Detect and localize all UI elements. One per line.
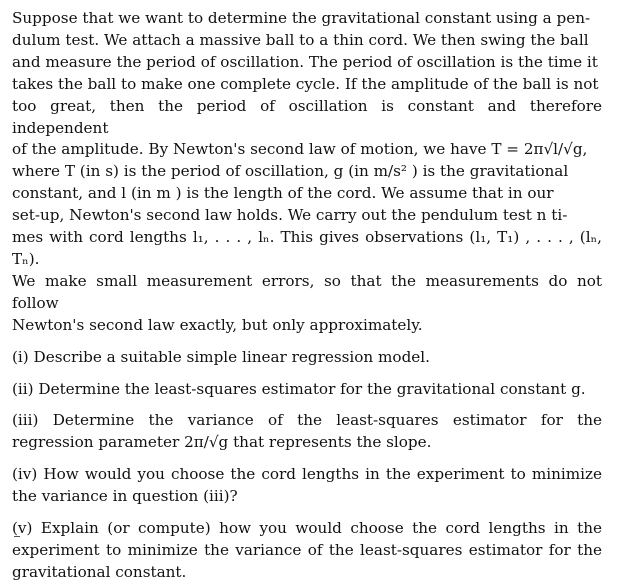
intro-line: and measure the period of oscillation. The period of oscillation is the time it xyxy=(12,52,598,71)
question-text: Explain (or compute) how you would choose the cord lengths in the experiment to minimize the variance of the least-squares estimator for the gravitational constant. xyxy=(12,519,602,581)
intro-line: set-up, Newton's second law holds. We carry out the pendulum test n ti- xyxy=(12,206,568,225)
question-text: Determine the variance of the least-squares estimator for the regression parameter 2π/√g that represents the slope. xyxy=(12,411,602,452)
intro-line: takes the ball to make one complete cycle. If the amplitude of the ball is not xyxy=(12,74,599,93)
intro-line: where T (in s) is the period of oscillation, g (in m/s² ) is the gravitational xyxy=(12,162,569,181)
question-label: (iv) xyxy=(12,465,38,484)
question-iv xyxy=(12,464,602,508)
question-iii xyxy=(12,410,602,454)
intro-line: Suppose that we want to determine the gravitational constant using a pen- xyxy=(12,9,591,27)
problem-document xyxy=(12,8,602,584)
intro-line: of the amplitude. By Newton's second law of motion, we have T = 2π√l/√g, xyxy=(12,140,588,159)
problem-intro xyxy=(12,8,602,337)
question-v xyxy=(12,518,602,584)
question-text: Describe a suitable simple linear regression model. xyxy=(33,347,430,366)
question-text: How would you choose the cord lengths in the experiment to minimize the variance in question (iii)? xyxy=(12,465,603,506)
question-label: (v) xyxy=(12,519,33,538)
question-label: (ii) xyxy=(12,379,34,398)
intro-line: constant, and l (in m ) is the length of the cord. We assume that in our xyxy=(12,184,554,203)
page-cut-mark xyxy=(14,536,20,540)
question-text: Determine the least-squares estimator for the gravitational constant g. xyxy=(38,379,586,398)
question-i xyxy=(12,347,602,369)
intro-line: too great, then the period of oscillation is constant and therefore independent xyxy=(12,96,602,137)
intro-line: mes with cord lengths l₁, . . . , lₙ. This gives observations (l₁, T₁) , . . . , (lₙ, Tₙ). xyxy=(12,228,602,268)
intro-line: Newton's second law exactly, but only approximately. xyxy=(12,315,423,334)
question-ii xyxy=(12,379,602,401)
intro-line: We make small measurement errors, so that the measurements do not follow xyxy=(12,271,602,312)
question-label: (iii) xyxy=(12,411,39,430)
intro-line: dulum test. We attach a massive ball to a thin cord. We then swing the ball xyxy=(12,30,589,49)
question-label: (i) xyxy=(12,347,29,366)
